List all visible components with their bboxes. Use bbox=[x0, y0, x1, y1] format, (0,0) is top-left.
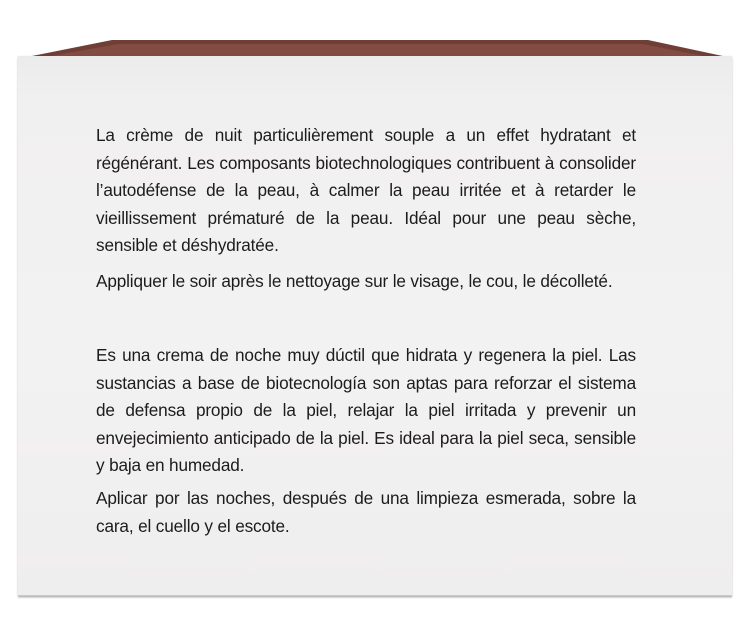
french-usage-text: Appliquer le soir après le nettoyage sur le visage, le cou, le décolleté. bbox=[96, 271, 613, 291]
spanish-usage-text: Aplicar por las noches, después de una limpieza esmerada, sobre la cara, el cuello y el escote. bbox=[96, 488, 636, 536]
spanish-description-text: Es una crema de noche muy dúctil que hidrata y regenera la piel. Las sustancias a base de biotecnología son aptas para reforzar el sistema de defensa propio de la piel, relajar la piel irritada y prevenir un envejecimiento anticipado de la piel. Es ideal para la piel seca, sensible y baja en humedad. bbox=[96, 345, 636, 475]
box-bottom-shadow bbox=[18, 595, 732, 599]
french-description-text: La crème de nuit particulièrement souple a un effet hydratant et régénérant. Les composants biotechnologiques contribuent à consolider l’autodéfense de la peau, à calmer la peau irritée et à retarder le vieillissement prématuré de la peau. Idéal pour une peau sèche, sensible et déshydratée. bbox=[96, 125, 636, 255]
